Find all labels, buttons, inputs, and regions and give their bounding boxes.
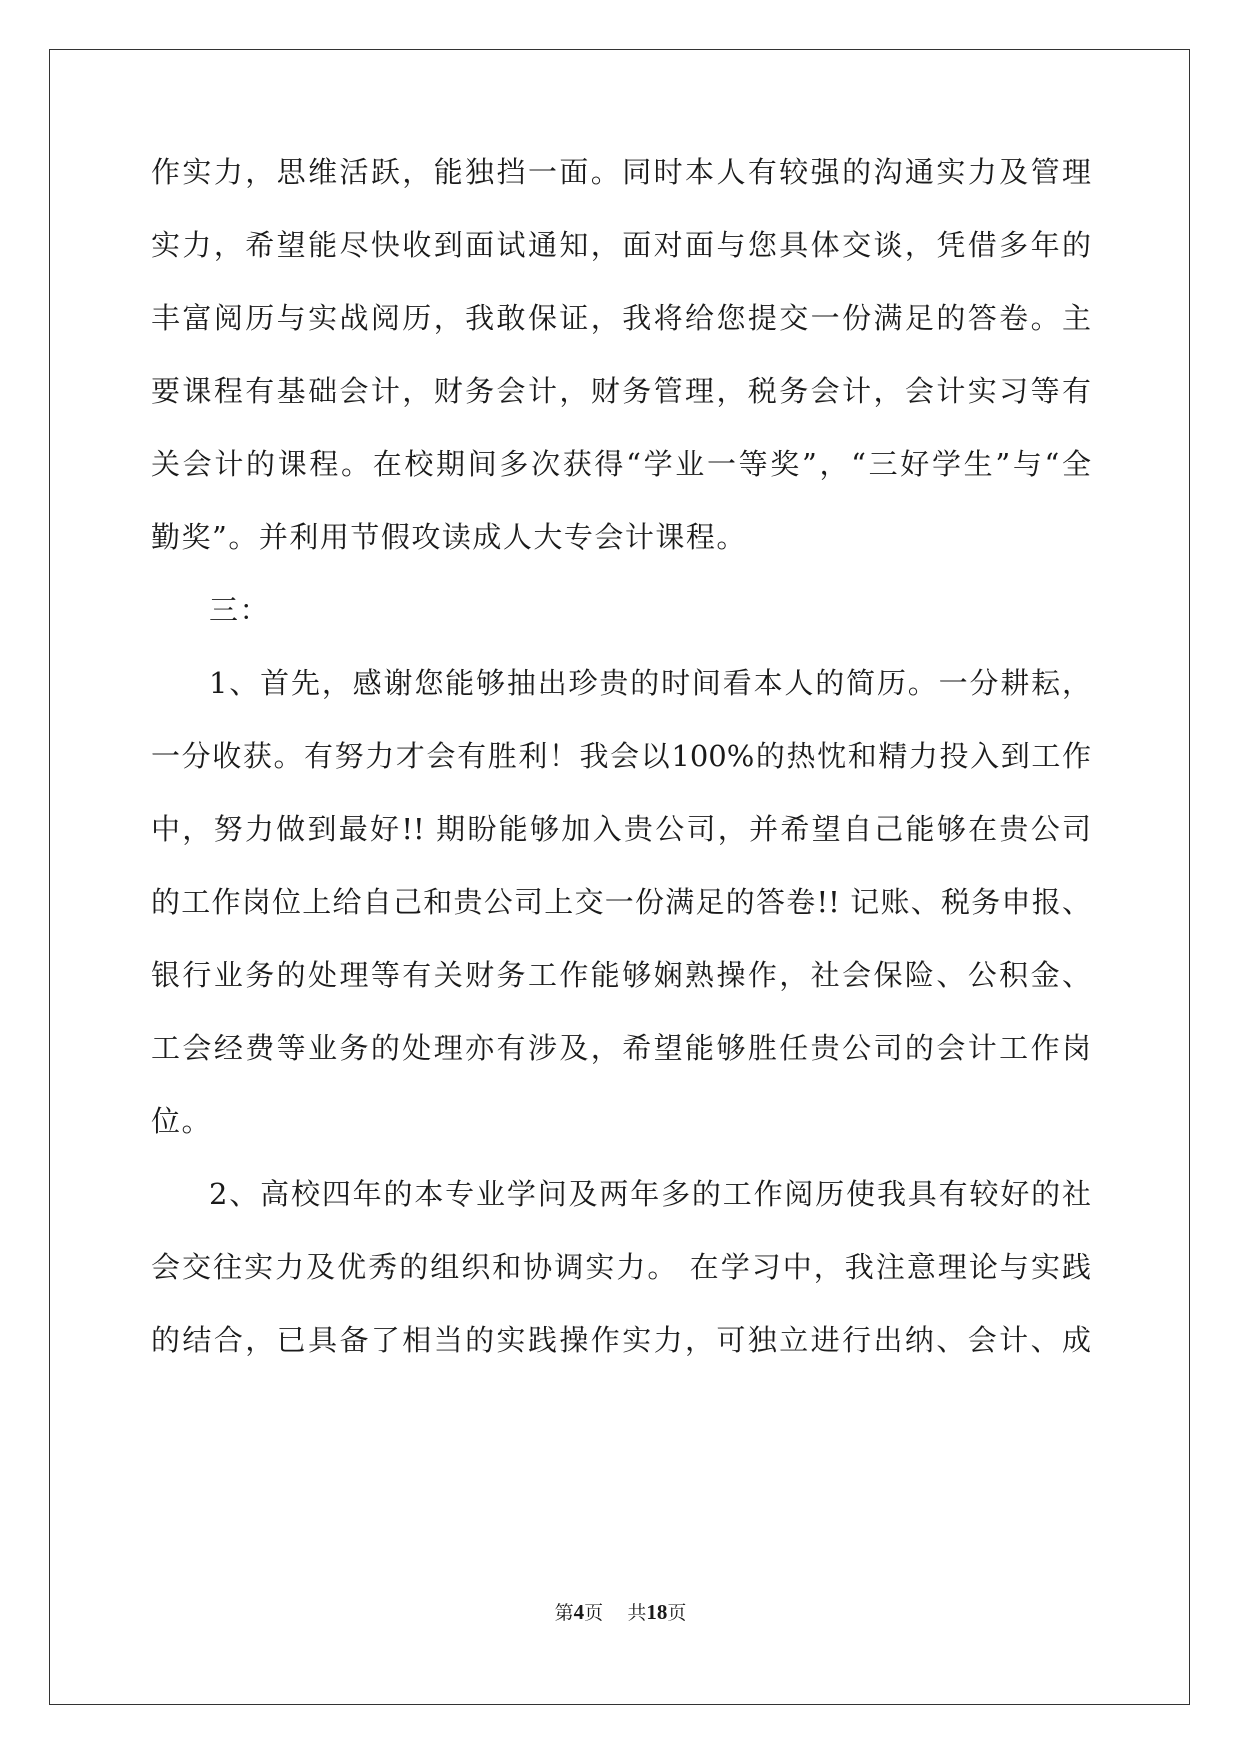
text-line: 中，努力做到最好!! 期盼能够加入贵公司，并希望自己能够在贵公司 xyxy=(151,812,1091,846)
footer-total-suffix: 页 xyxy=(667,1602,687,1624)
text-line: 位。 xyxy=(151,1104,213,1138)
text-line: 关会计的课程。在校期间多次获得“学业一等奖”，“三好学生”与“全 xyxy=(151,447,1091,481)
text-line: 会交往实力及优秀的组织和协调实力。 在学习中，我注意理论与实践 xyxy=(151,1250,1091,1284)
text-line: 的工作岗位上给自己和贵公司上交一份满足的答卷!! 记账、税务申报、 xyxy=(151,885,1091,919)
page-number: 4 xyxy=(573,1600,585,1624)
footer-total-prefix: 共 xyxy=(627,1602,647,1624)
text-line: 勤奖”。并利用节假攻读成人大专会计课程。 xyxy=(151,520,747,554)
text-line: 的结合，已具备了相当的实践操作实力，可独立进行出纳、会计、成 xyxy=(151,1323,1091,1357)
text-line: 一分收获。有努力才会有胜利！我会以100%的热忱和精力投入到工作 xyxy=(151,739,1091,773)
text-line: 丰富阅历与实战阅历，我敢保证，我将给您提交一份满足的答卷。主 xyxy=(151,301,1091,335)
text-line: 2、高校四年的本专业学问及两年多的工作阅历使我具有较好的社 xyxy=(209,1177,1091,1211)
section-heading: 三： xyxy=(209,593,271,627)
footer-prefix: 第 xyxy=(554,1602,574,1624)
text-line: 工会经费等业务的处理亦有涉及，希望能够胜任贵公司的会计工作岗 xyxy=(151,1031,1091,1065)
footer-page-suffix: 页 xyxy=(584,1602,604,1624)
text-line: 实力，希望能尽快收到面试通知，面对面与您具体交谈，凭借多年的 xyxy=(151,228,1091,262)
page-footer xyxy=(0,1600,1241,1625)
text-line: 银行业务的处理等有关财务工作能够娴熟操作，社会保险、公积金、 xyxy=(151,958,1091,992)
text-line: 要课程有基础会计，财务会计，财务管理，税务会计，会计实习等有 xyxy=(151,374,1091,408)
text-line: 1、首先，感谢您能够抽出珍贵的时间看本人的简历。一分耕耘， xyxy=(209,666,1091,700)
text-line: 作实力，思维活跃，能独挡一面。同时本人有较强的沟通实力及管理 xyxy=(151,155,1091,189)
total-pages: 18 xyxy=(646,1600,668,1624)
